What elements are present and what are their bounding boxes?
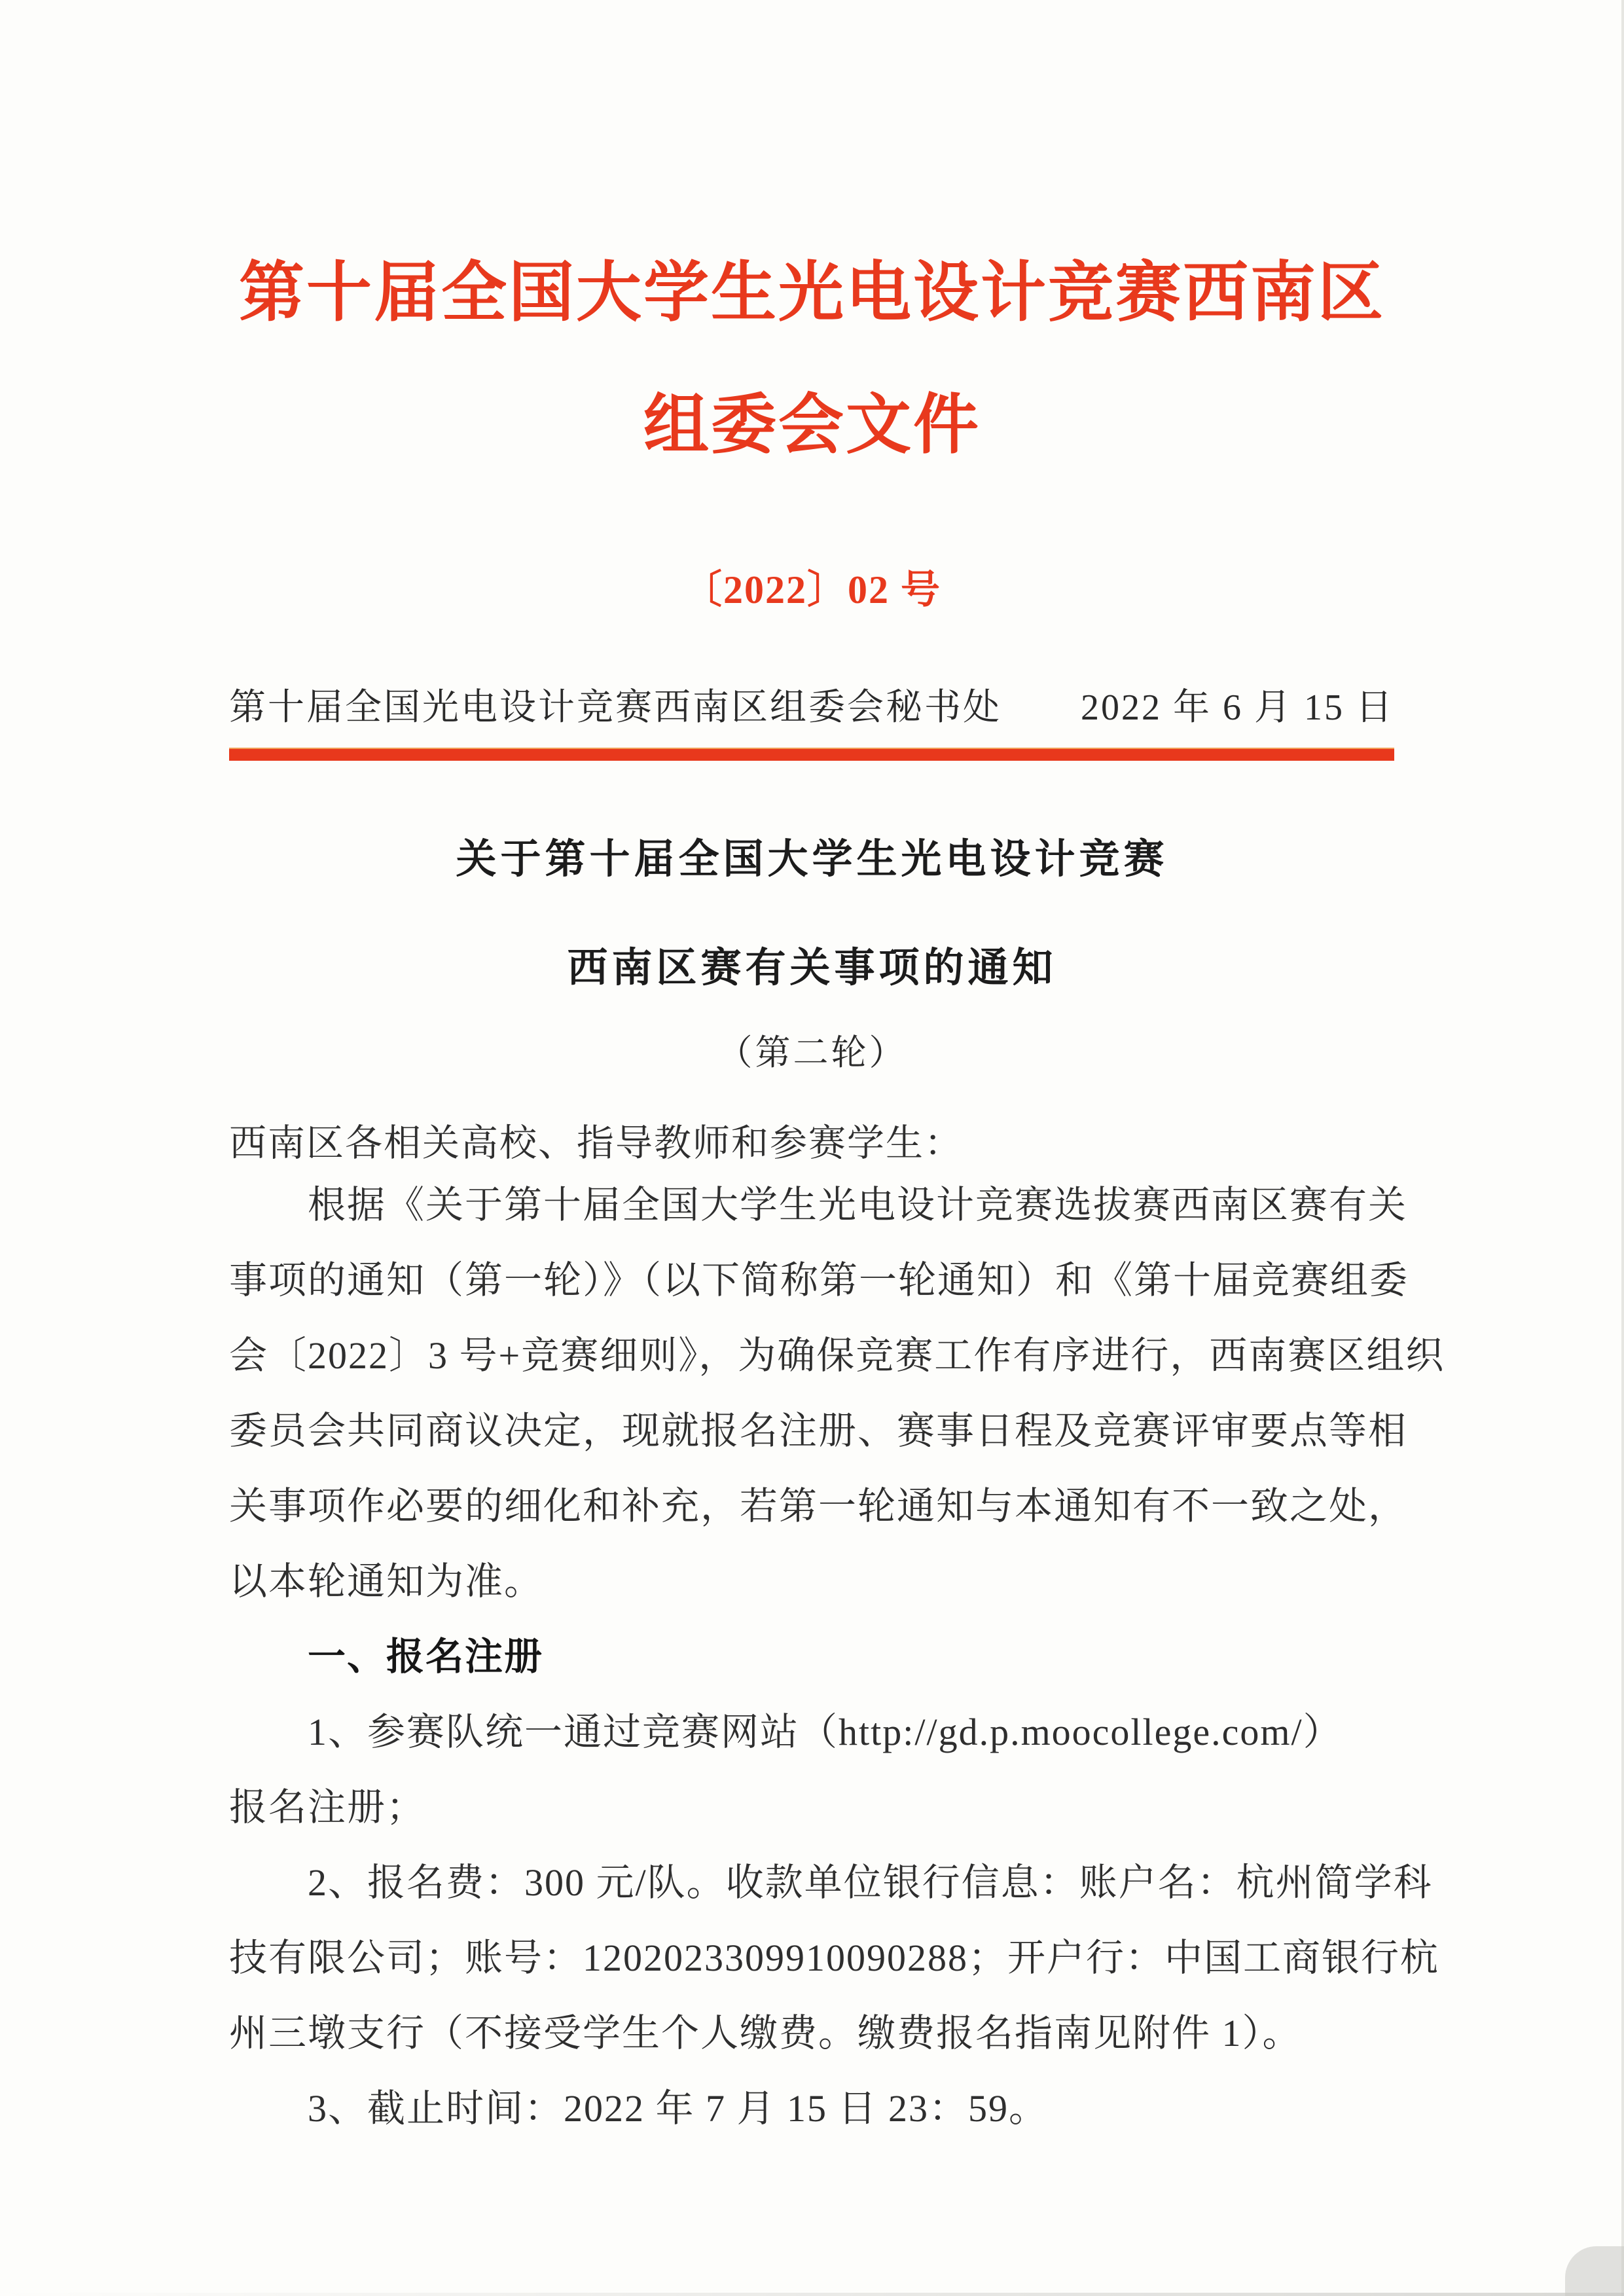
document-title-line2: 组委会文件	[643, 389, 981, 462]
issuer-name: 第十届全国光电设计竞赛西南区组委会秘书处	[229, 687, 1001, 728]
notice-heading-line1: 关于第十届全国大学生光电设计竞赛	[456, 837, 1168, 882]
scan-edge-artifact	[0, 2293, 1624, 2296]
scan-edge-artifact	[1621, 0, 1624, 2296]
document-number: 〔2022〕02 号	[683, 568, 941, 611]
issuer-row	[229, 678, 1394, 731]
body-line: 以本轮通知为准。	[229, 1560, 544, 1603]
body-line: 关事项作必要的细化和补充，若第一轮通知与本通知有不一致之处，	[229, 1485, 1408, 1527]
body-line: 3、截止时间：2022 年 7 月 15 日 23：59。	[308, 2087, 1049, 2130]
body-line: 2、报名费：300 元/队。收款单位银行信息：账户名：杭州简学科	[308, 1861, 1433, 1904]
body-line: 技有限公司；账号：1202023309910090288；开户行：中国工商银行杭	[229, 1937, 1440, 1979]
body-line: 州三墩支行（不接受学生个人缴费。缴费报名指南见附件 1）。	[229, 2012, 1302, 2054]
notice-body	[229, 1167, 1445, 2146]
body-line: 委员会共同商议决定，现就报名注册、赛事日程及竞赛评审要点等相	[229, 1410, 1408, 1452]
red-divider-rule	[229, 748, 1394, 761]
scan-corner-artifact	[1565, 2246, 1624, 2296]
body-line: 1、参赛队统一通过竞赛网站（http://gd.p.moocollege.com/）	[308, 1711, 1343, 1753]
body-line: 报名注册；	[229, 1786, 426, 1829]
salutation: 西南区各相关高校、指导教师和参赛学生：	[229, 1123, 963, 1164]
issue-date: 2022 年 6 月 15 日	[1081, 687, 1394, 728]
body-line: 会〔2022〕3 号+竞赛细则》，为确保竞赛工作有序进行，西南赛区组织	[229, 1334, 1445, 1377]
section-heading-registration: 一、报名注册	[308, 1635, 544, 1678]
document-title-line1: 第十届全国大学生光电设计竞赛西南区	[239, 257, 1385, 329]
notice-heading-line2: 西南区赛有关事项的通知	[567, 946, 1057, 991]
notice-heading-round: （第二轮）	[717, 1033, 907, 1072]
body-line: 根据《关于第十届全国大学生光电设计竞赛选拔赛西南区赛有关	[308, 1184, 1408, 1226]
body-line: 事项的通知（第一轮）》（以下简称第一轮通知）和《第十届竞赛组委	[229, 1259, 1409, 1302]
